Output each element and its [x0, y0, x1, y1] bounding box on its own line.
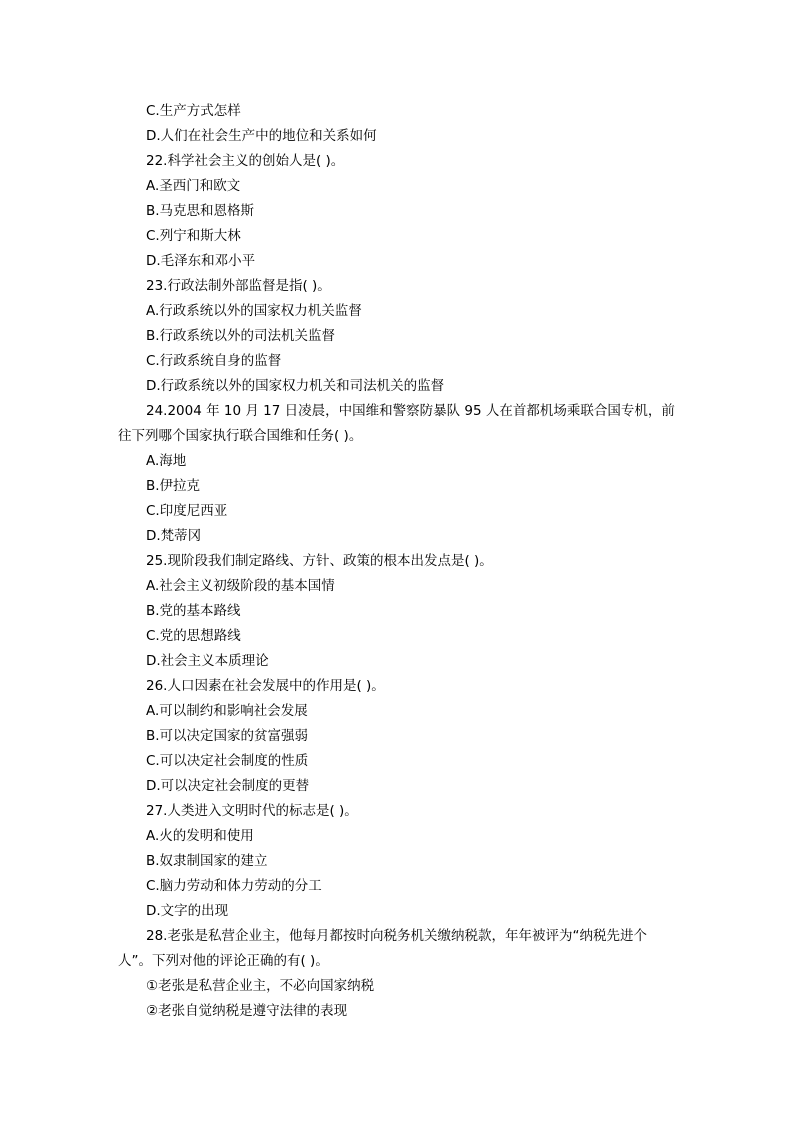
answer-option: C.列宁和斯大林 — [146, 228, 241, 244]
answer-option: A.行政系统以外的国家权力机关监督 — [146, 303, 362, 319]
answer-option: A.可以制约和影响社会发展 — [146, 703, 308, 719]
answer-option: C.党的思想路线 — [146, 628, 241, 644]
text-line: C.生产方式怎样 — [146, 103, 241, 119]
answer-option: B.可以决定国家的贫富强弱 — [146, 728, 309, 744]
statement-item: ②老张自觉纳税是遵守法律的表现 — [146, 1003, 348, 1019]
answer-option: D.文字的出现 — [146, 903, 229, 919]
question-stem: 26.人口因素在社会发展中的作用是( )。 — [146, 678, 385, 694]
question-stem: 28.老张是私营企业主，他每月都按时向税务机关缴纳税款，年年被评为“纳税先进个 — [146, 928, 647, 944]
question-stem: 25.现阶段我们制定路线、方针、政策的根本出发点是( )。 — [146, 553, 493, 569]
answer-option: A.圣西门和欧文 — [146, 178, 241, 194]
answer-option: D.梵蒂冈 — [146, 528, 202, 544]
answer-option: A.火的发明和使用 — [146, 828, 254, 844]
answer-option: B.党的基本路线 — [146, 603, 241, 619]
question-stem: 24.2004 年 10 月 17 日凌晨，中国维和警察防暴队 95 人在首都机场乘联合国专机，前 — [146, 403, 675, 419]
answer-option: B.奴隶制国家的建立 — [146, 853, 268, 869]
question-stem-continuation: 往下列哪个国家执行联合国维和任务( )。 — [118, 428, 363, 444]
answer-option: C.印度尼西亚 — [146, 503, 228, 519]
question-stem: 22.科学社会主义的创始人是( )。 — [146, 153, 345, 169]
answer-option: D.行政系统以外的国家权力机关和司法机关的监督 — [146, 378, 445, 394]
question-stem: 27.人类进入文明时代的标志是( )。 — [146, 803, 358, 819]
text-line: D.人们在社会生产中的地位和关系如何 — [146, 128, 377, 144]
question-stem: 23.行政法制外部监督是指( )。 — [146, 278, 331, 294]
answer-option: A.海地 — [146, 453, 187, 469]
answer-option: C.脑力劳动和体力劳动的分工 — [146, 878, 322, 894]
answer-option: C.行政系统自身的监督 — [146, 353, 282, 369]
document-body — [118, 99, 674, 1024]
answer-option: B.马克思和恩格斯 — [146, 203, 255, 219]
statement-item: ①老张是私营企业主，不必向国家纳税 — [146, 978, 375, 994]
answer-option: D.社会主义本质理论 — [146, 653, 269, 669]
answer-option: D.毛泽东和邓小平 — [146, 253, 256, 269]
answer-option: C.可以决定社会制度的性质 — [146, 753, 309, 769]
answer-option: A.社会主义初级阶段的基本国情 — [146, 578, 335, 594]
answer-option: D.可以决定社会制度的更替 — [146, 778, 310, 794]
question-stem-continuation: 人”。下列对他的评论正确的有( )。 — [118, 953, 329, 969]
answer-option: B.行政系统以外的司法机关监督 — [146, 328, 336, 344]
answer-option: B.伊拉克 — [146, 478, 201, 494]
